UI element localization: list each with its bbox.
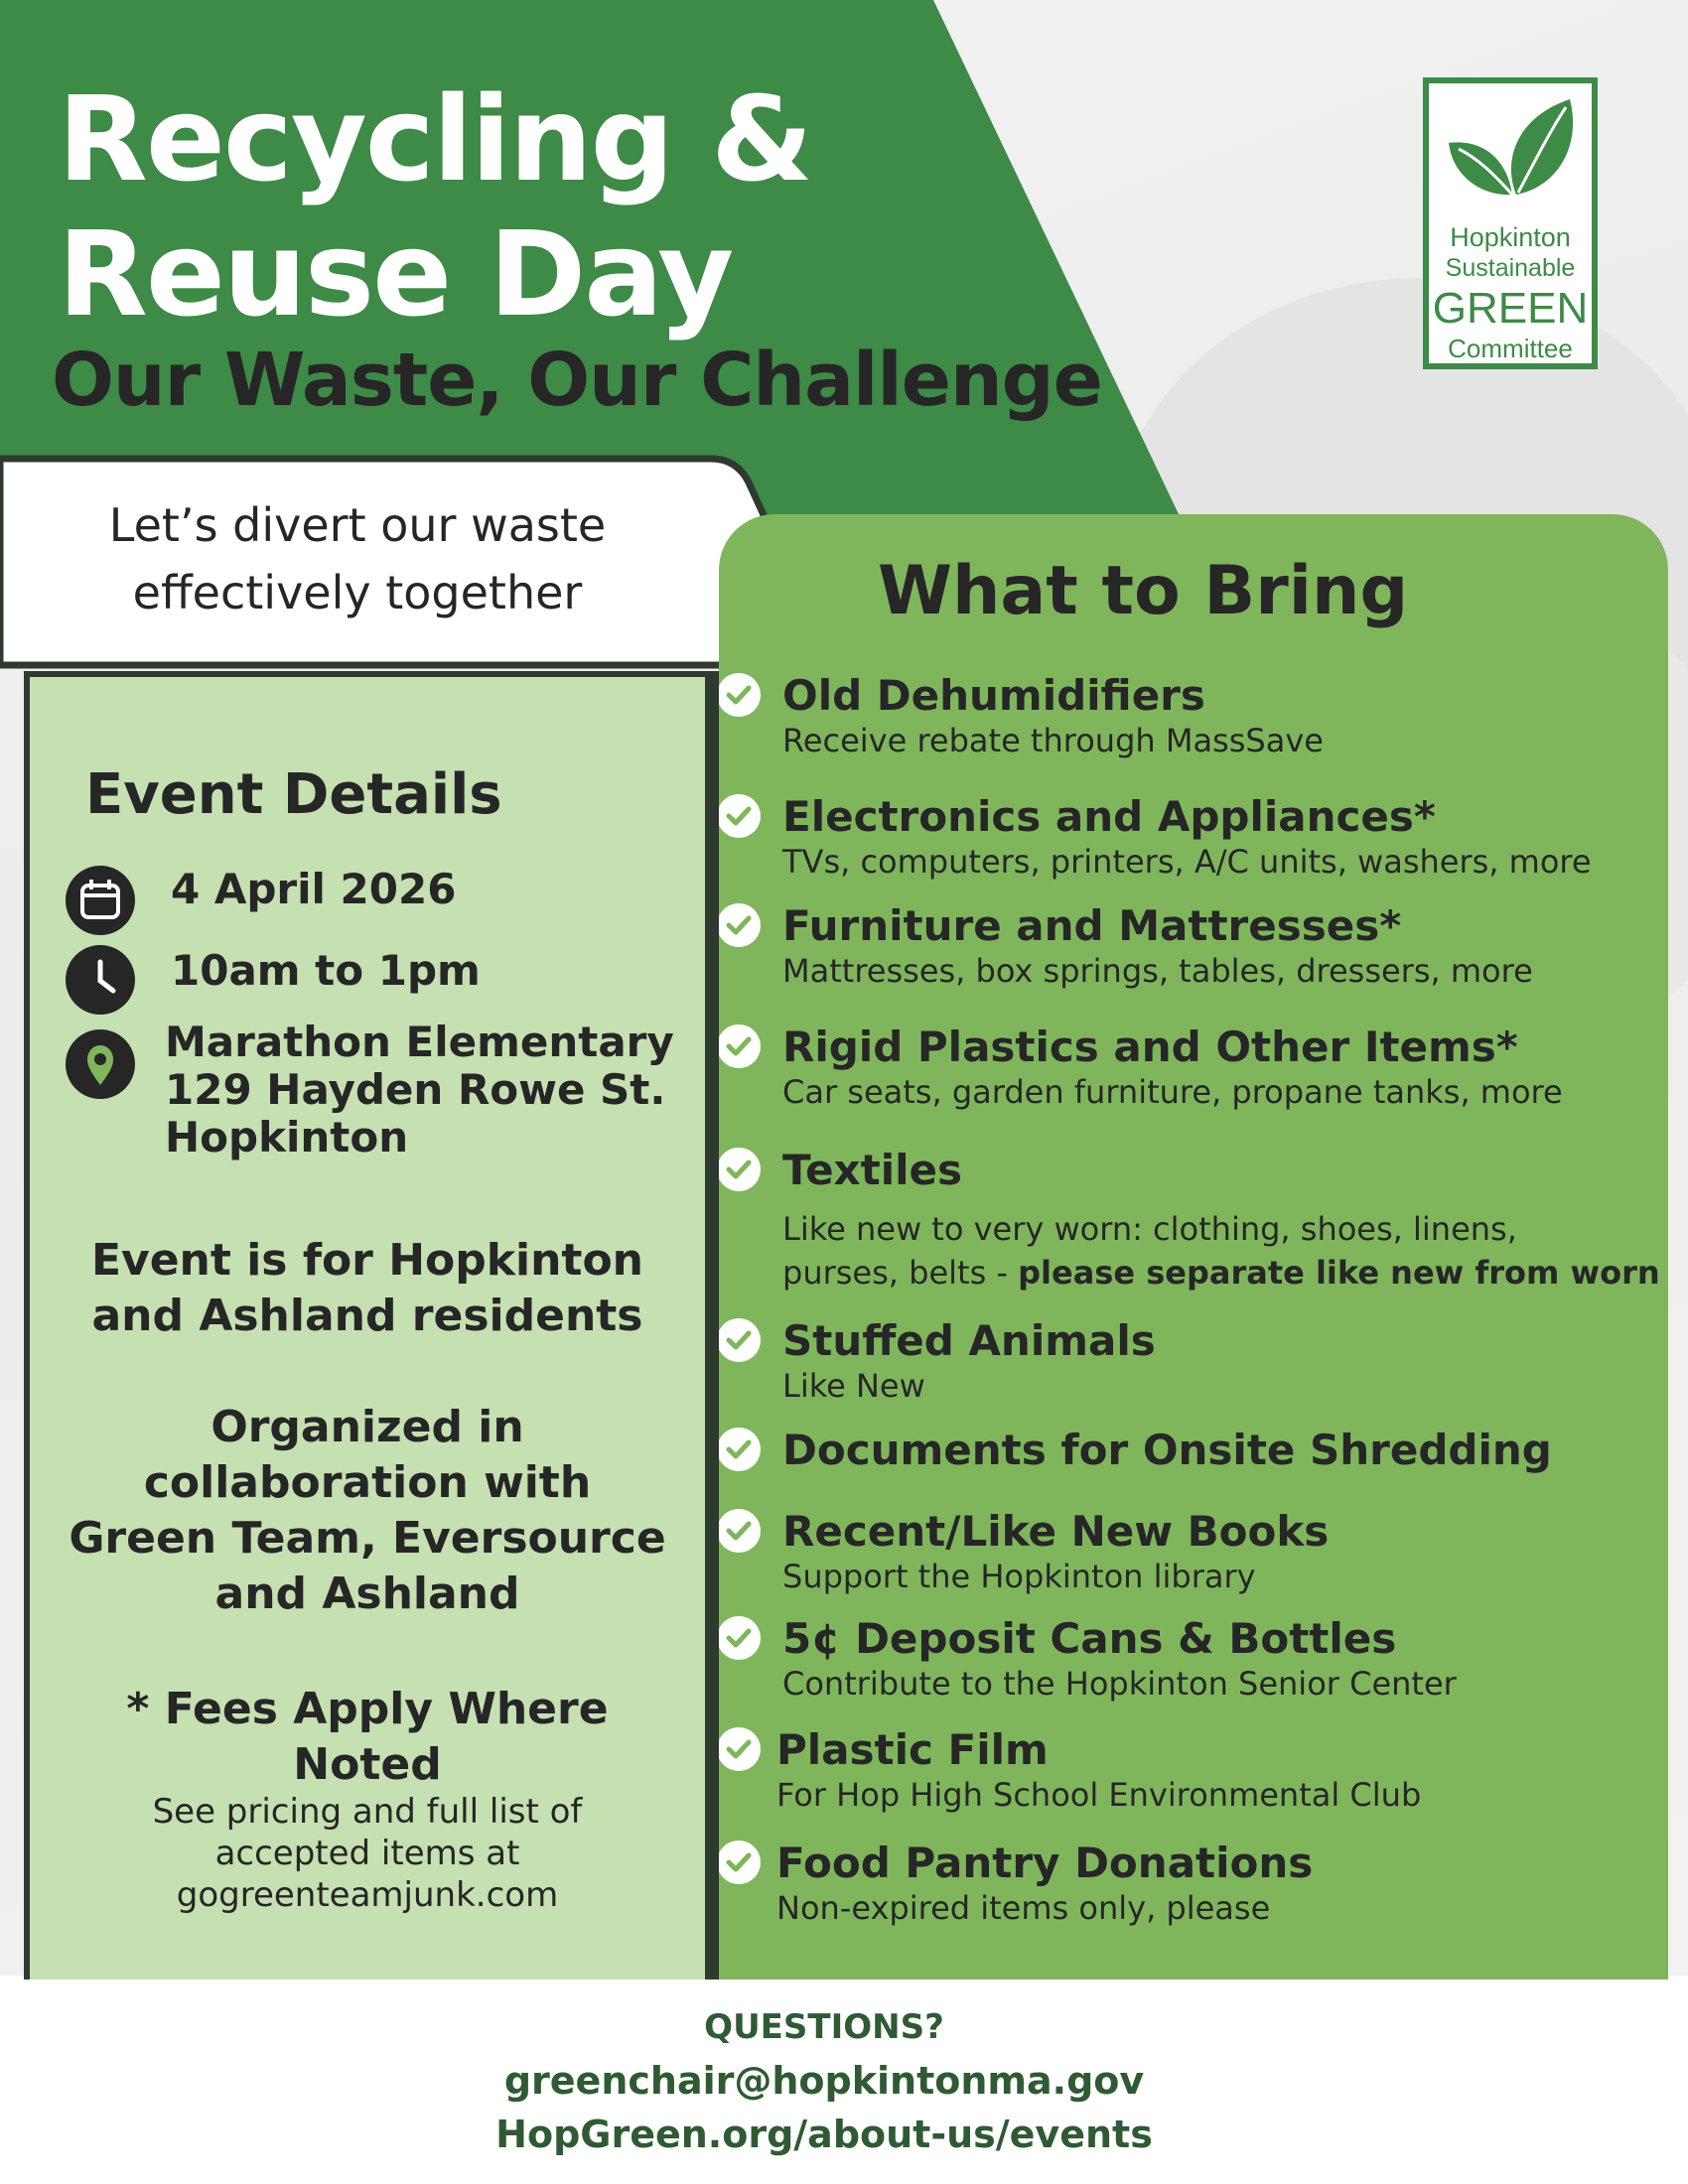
contact-email-link[interactable]: greenchair@hopkintonma.gov [503, 2059, 1145, 2103]
event-details-panel [24, 671, 711, 1979]
item-description-text: purses, belts - [782, 1254, 1019, 1292]
item-title: Food Pantry Donations [776, 1839, 1314, 1887]
check-icon [717, 1727, 761, 1771]
page-title [58, 71, 811, 341]
item-description: Support the Hopkinton library [782, 1558, 1256, 1595]
page-subtitle: Our Waste, Our Challenge [52, 338, 1102, 423]
tagline-line-1: Let’s divert our waste [108, 498, 607, 552]
check-icon [717, 673, 761, 717]
item-title: Stuffed Animals [782, 1316, 1156, 1365]
what-to-bring-title: What to Bring [878, 552, 1409, 630]
event-time: 10am to 1pm [171, 946, 481, 995]
calendar-icon [66, 866, 135, 935]
item-title: Rigid Plastics and Other Items* [782, 1023, 1518, 1071]
check-icon [717, 903, 761, 947]
tagline-line-2: effectively together [132, 566, 583, 619]
item-title: Furniture and Mattresses* [782, 901, 1402, 950]
green-committee-logo [1423, 77, 1598, 369]
item-description-emphasis: please separate like new from worn [1018, 1254, 1660, 1292]
fees-line-2: Noted [293, 1739, 442, 1790]
organizers-line-3: Green Team, Eversource [69, 1513, 666, 1564]
location-line-3: Hopkinton [165, 1113, 409, 1161]
check-icon [717, 1428, 761, 1471]
pricing-line-2: accepted items at [214, 1834, 520, 1873]
title-line-2: Reuse Day [58, 205, 733, 342]
item-description: Non-expired items only, please [776, 1889, 1271, 1927]
fees-line-1: * Fees Apply Where [126, 1684, 609, 1734]
item-title: Plastic Film [776, 1725, 1049, 1774]
tagline [40, 491, 675, 626]
events-url-link[interactable]: HopGreen.org/about-us/events [495, 2113, 1153, 2156]
check-icon [717, 1509, 761, 1553]
item-title: 5¢ Deposit Cans & Bottles [782, 1614, 1397, 1663]
event-location [165, 1019, 674, 1161]
organizers-line-4: and Ashland [214, 1569, 520, 1619]
item-title: Old Dehumidifiers [782, 671, 1205, 720]
location-line-1: Marathon Elementary [165, 1018, 674, 1066]
logo-text-sustainable: Sustainable [1445, 254, 1576, 282]
event-date: 4 April 2026 [171, 865, 457, 913]
organizers-line-1: Organized in [211, 1402, 524, 1452]
logo-text-green: GREEN [1432, 284, 1589, 333]
logo-text-committee: Committee [1448, 334, 1573, 363]
fees-note [30, 1682, 705, 1793]
residents-line-1: Event is for Hopkinton [90, 1235, 644, 1286]
item-description: Car seats, garden furniture, propane tanks, more [782, 1073, 1563, 1111]
item-description: TVs, computers, printers, A/C units, washers, more [782, 843, 1592, 881]
check-icon [717, 1024, 761, 1068]
panel-divider [711, 671, 719, 1979]
check-icon [717, 1148, 761, 1191]
item-description: Mattresses, box springs, tables, dressers, more [782, 952, 1533, 990]
item-description: Like new to very worn: clothing, shoes, linens, [782, 1210, 1517, 1248]
check-icon [717, 1318, 761, 1362]
questions-heading: QUESTIONS? [704, 2007, 944, 2047]
residents-note [30, 1233, 705, 1344]
footer-contact [0, 2000, 1648, 2161]
organizers-line-2: collaboration with [143, 1457, 592, 1508]
check-icon [717, 1841, 761, 1884]
title-line-1: Recycling & [58, 70, 812, 207]
item-description: Receive rebate through MassSave [782, 722, 1324, 759]
item-title: Electronics and Appliances* [782, 792, 1436, 841]
pricing-link[interactable]: gogreenteamjunk.com [176, 1875, 559, 1915]
clock-icon [66, 945, 135, 1015]
item-description: Contribute to the Hopkinton Senior Center [782, 1665, 1457, 1703]
item-description: Like New [782, 1367, 925, 1405]
check-icon [717, 1616, 761, 1660]
check-icon [717, 794, 761, 838]
event-details-title: Event Details [85, 762, 502, 827]
location-line-2: 129 Hayden Rowe St. [165, 1065, 666, 1114]
leaf-icon [1443, 91, 1578, 203]
item-description-line-2 [782, 1251, 1660, 1295]
location-pin-icon [66, 1029, 135, 1099]
item-title: Recent/Like New Books [782, 1507, 1330, 1556]
item-description: For Hop High School Environmental Club [776, 1776, 1422, 1814]
pricing-note [30, 1791, 705, 1916]
item-title: Textiles [782, 1146, 963, 1194]
item-title: Documents for Onsite Shredding [782, 1426, 1552, 1474]
what-to-bring-panel [719, 514, 1668, 1979]
organizers-note [30, 1400, 705, 1622]
logo-text-hopkinton: Hopkinton [1450, 222, 1571, 252]
residents-line-2: and Ashland residents [91, 1291, 643, 1341]
pricing-line-1: See pricing and full list of [152, 1792, 583, 1832]
